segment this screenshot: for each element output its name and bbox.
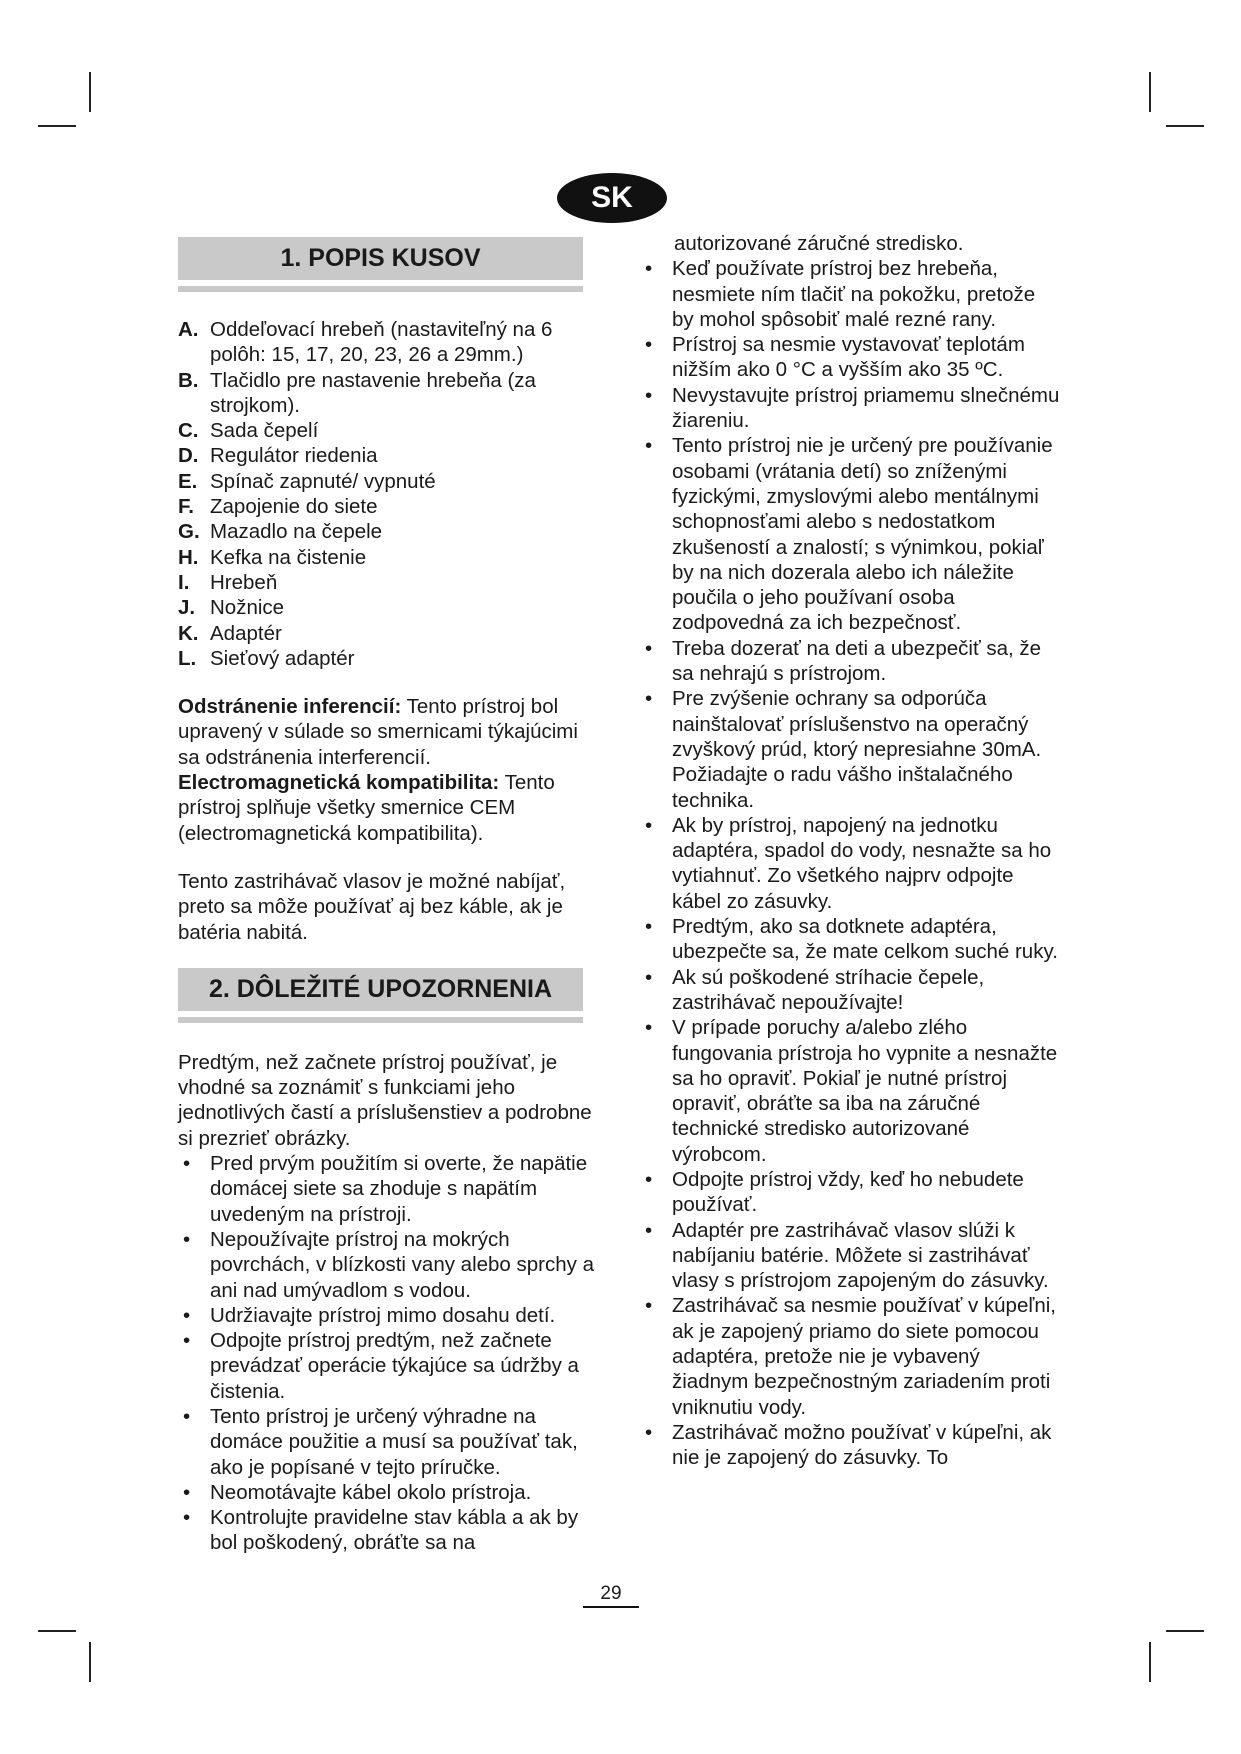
page-number: 29	[583, 1583, 639, 1608]
list-item: • V prípade poruchy a/alebo zlého fungovania prístroja ho vypnite a nesnažte sa ho opraviť. Pokiaľ je nutné prístroj opraviť, obráťte sa iba na záručné technické stredisko autorizované výrobcom.	[645, 1016, 1058, 1166]
crop-mark	[1166, 125, 1204, 127]
warnings-list-left	[178, 1151, 598, 1556]
section-1-title: 1. POPIS KUSOV	[178, 237, 583, 280]
list-item: • Tento prístroj je určený výhradne na domáce použitie a musí sa používať tak, ako je popísané v tejto príručke.	[183, 1404, 578, 1479]
crop-mark	[38, 125, 76, 127]
list-item: • Udržiavajte prístroj mimo dosahu detí.	[183, 1303, 556, 1327]
list-item: • Ak by prístroj, napojený na jednotku adaptéra, spadol do vody, nesnažte sa ho vytiahnuť. Zo všetkého najprv odpojte kábel zo zásuvky.	[645, 813, 1052, 913]
crop-mark	[38, 1630, 76, 1632]
section-1-header	[178, 237, 583, 292]
crop-mark	[1166, 1630, 1204, 1632]
crop-mark	[1149, 1642, 1151, 1682]
list-item: • Tento prístroj nie je určený pre používanie osobami (vrátania detí) so zníženými fyzickými, zmyslovými alebo mentálnymi schopnosťami alebo s nedostatkom zkušeností a znalostí; s výnimkou, pokiaľ by na nich dozerala alebo ich náležite poučila o jeho používaní osoba zodpovedná za ich bezpečnosť.	[645, 434, 1053, 635]
list-item: B. Tlačidlo pre nastavenie hrebeňa (za strojkom).	[178, 368, 536, 417]
list-item: • Treba dozerať na deti a ubezpečiť sa, že sa nehrajú s prístrojom.	[645, 636, 1042, 686]
list-item: • Kontrolujte pravidelne stav kábla a ak by bol poškodený, obráťte sa na	[183, 1506, 579, 1555]
list-item: • Neomotávajte kábel okolo prístroja.	[183, 1480, 532, 1504]
list-item: • Nevystavujte prístroj priamemu slnečnému žiareniu.	[645, 383, 1060, 433]
list-item: J. Nožnice	[178, 596, 285, 620]
list-item: K. Adaptér	[178, 621, 282, 645]
crop-mark	[1149, 72, 1151, 112]
list-item: • Pre zvýšenie ochrany sa odporúča nainštalovať príslušenstvo na operačný zvyškový prúd, ktorý nepresiahne 30mA. Požiadajte o radu vášho inštalačného technika.	[645, 687, 1042, 812]
continuation-text: autorizované záručné stredisko.	[674, 232, 964, 255]
list-item: A. Oddeľovací hrebeň (nastaviteľný na 6 polôh: 15, 17, 20, 23, 26 a 29mm.)	[178, 318, 553, 367]
interference-paragraph: Odstránenie inferencií: Tento prístroj bol upravený v súlade so smernicami týkajúcimi sa odstránenia interferencií.	[178, 695, 578, 769]
list-item: G. Mazadlo na čepele	[178, 520, 383, 544]
left-column	[178, 237, 598, 1556]
list-item: C. Sada čepelí	[178, 419, 319, 443]
language-badge: SK	[557, 173, 667, 223]
parts-list	[178, 317, 598, 671]
list-item: • Ak sú poškodené stríhacie čepele, zastrihávač nepoužívajte!	[645, 965, 985, 1014]
right-column	[640, 231, 1060, 1471]
list-item: I. Hrebeň	[178, 570, 278, 594]
section-divider	[178, 286, 583, 292]
list-item: • Adaptér pre zastrihávač vlasov slúži k nabíjaniu batérie. Môžete si zastrihávať vlasy s prístrojom zapojeným do zásuvky.	[645, 1218, 1049, 1293]
crop-mark	[89, 72, 91, 112]
list-item: D. Regulátor riedenia	[178, 444, 378, 468]
list-item: • Odpojte prístroj vždy, keď ho nebudete používať.	[645, 1167, 1024, 1217]
warnings-list-right	[640, 256, 1060, 1470]
section-divider	[178, 1017, 583, 1023]
list-item: • Keď používate prístroj bez hrebeňa, nesmiete ním tlačiť na pokožku, pretože by mohol spôsobiť malé rezné rany.	[645, 257, 1036, 331]
section-2-header	[178, 968, 583, 1023]
list-item: • Zastrihávač možno používať v kúpeľni, ak nie je zapojený do zásuvky. To	[645, 1420, 1052, 1470]
intro-paragraph: Predtým, než začnete prístroj používať, je vhodné sa zoznámiť s funkciami jeho jednotlivých častí a príslušenstiev a podrobne si prezrieť obrázky.	[178, 1050, 592, 1150]
list-item: • Pred prvým použitím si overte, že napätie domácej siete sa zhoduje s napätím uvedeným na prístroji.	[183, 1152, 588, 1226]
emc-paragraph: Electromagnetická kompatibilita: Tento prístroj splňuje všetky smernice CEM (electromagnetická kompatibilita).	[178, 771, 555, 845]
list-item: • Zastrihávač sa nesmie používať v kúpeľni, ak je zapojený priamo do siete pomocou adaptéra, pretože nie je vybavený žiadnym bezpečnostným zariadením proti vniknutiu vody.	[645, 1294, 1056, 1419]
list-item: • Odpojte prístroj predtým, než začnete prevádzať operácie týkajúce sa údržby a čistenia.	[183, 1329, 579, 1403]
list-item: E. Spínač zapnuté/ vypnuté	[178, 469, 436, 493]
crop-mark	[89, 1642, 91, 1682]
list-item: • Predtým, ako sa dotknete adaptéra, ubezpečte sa, že mate celkom suché ruky.	[645, 915, 1058, 964]
list-item: L. Sieťový adaptér	[178, 646, 355, 670]
list-item: • Nepoužívajte prístroj na mokrých povrchách, v blízkosti vany alebo sprchy a ani nad umývadlom s vodou.	[183, 1227, 594, 1302]
cordless-paragraph: Tento zastrihávač vlasov je možné nabíjať, preto sa môže používať aj bez káble, ak je batéria nabitá.	[178, 869, 566, 944]
list-item: F. Zapojenie do siete	[178, 495, 378, 519]
list-item: H. Kefka na čistenie	[178, 545, 367, 569]
section-2-title: 2. DÔLEŽITÉ UPOZORNENIA	[178, 968, 583, 1011]
list-item: • Prístroj sa nesmie vystavovať teplotám nižším ako 0 °C a vyšším ako 35 ºC.	[645, 333, 1025, 382]
